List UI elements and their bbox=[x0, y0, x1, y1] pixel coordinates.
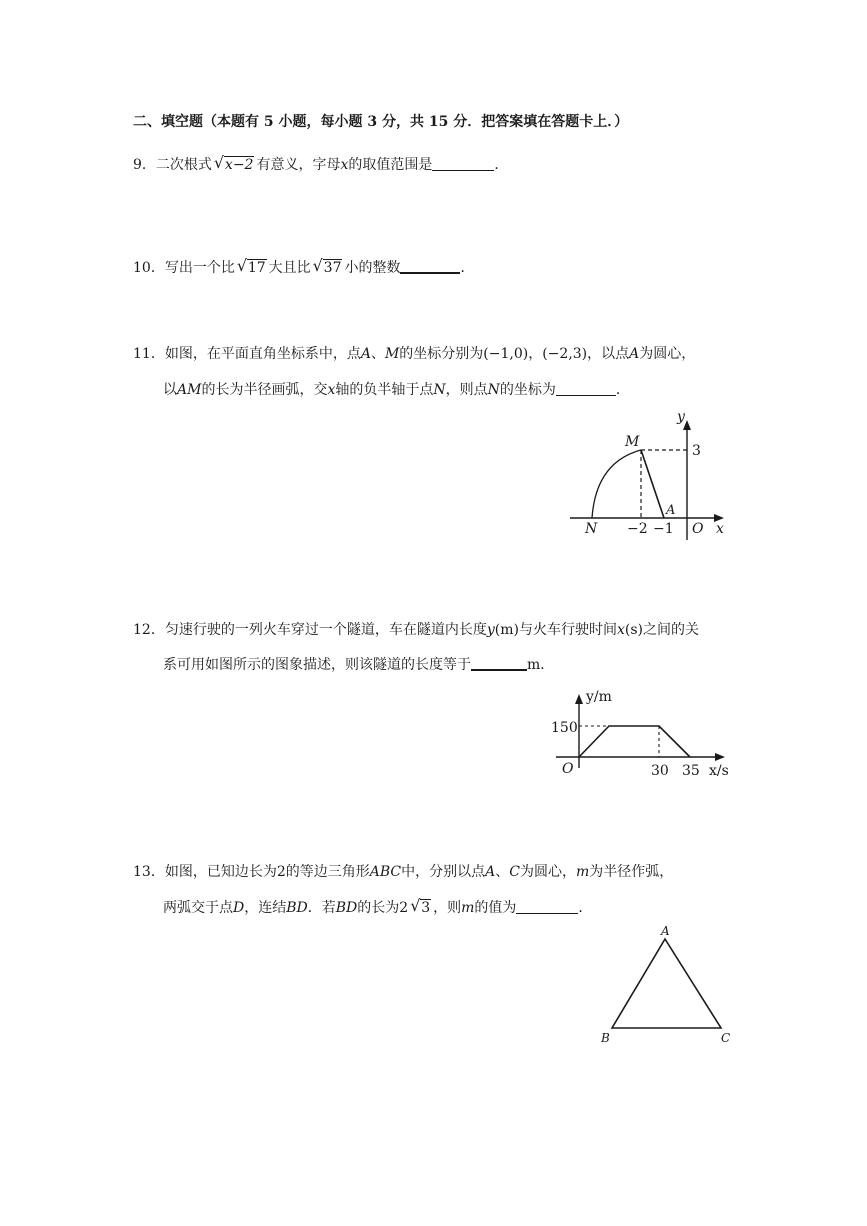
question-number: 13． bbox=[133, 864, 165, 880]
question-text: ，以点 bbox=[587, 346, 630, 362]
label-n: N bbox=[585, 521, 598, 537]
coordinate: (−2,3) bbox=[542, 346, 588, 362]
segment-label: AM bbox=[177, 382, 202, 398]
question-text: 与火车行驶时间 bbox=[518, 622, 617, 638]
period: ． bbox=[578, 900, 593, 916]
question-text: ，连结 bbox=[244, 900, 287, 916]
number: 2 bbox=[399, 900, 409, 916]
variable: x bbox=[340, 157, 349, 173]
question-text: 以 bbox=[163, 382, 177, 398]
period: ． bbox=[615, 382, 630, 398]
question-text: 的取值范围是 bbox=[348, 157, 433, 173]
triangle-abc bbox=[612, 939, 721, 1028]
question-text: 的值为 bbox=[474, 900, 517, 916]
radicand: 17 bbox=[247, 260, 266, 276]
point-label: A bbox=[360, 346, 371, 362]
period: ． bbox=[494, 157, 509, 173]
label-o: O bbox=[562, 761, 574, 777]
unit: (s) bbox=[624, 622, 643, 638]
radicand: x−2 bbox=[224, 157, 254, 173]
question-text: 写出一个比 bbox=[164, 260, 235, 276]
point-label: A bbox=[629, 346, 640, 362]
question-text: 的长为半径画弧，交 bbox=[201, 382, 328, 398]
segment-label: BD bbox=[335, 900, 358, 916]
coordinate: (−1,0) bbox=[483, 346, 529, 362]
punct: ， bbox=[528, 346, 543, 362]
question-text: ，则点 bbox=[445, 382, 488, 398]
question-text: 系可用如图所示的图象描述，则该隧道的长度等于 bbox=[163, 657, 471, 673]
label-a: A bbox=[666, 503, 676, 518]
segment-label: BD bbox=[286, 900, 308, 916]
point-label: C bbox=[509, 864, 520, 880]
unit: m． bbox=[527, 657, 555, 673]
question-text: 如图，已知边长为 bbox=[164, 864, 277, 880]
question-text: 大且比 bbox=[268, 260, 311, 276]
radical: √ 17 bbox=[236, 256, 266, 276]
question-text: 中，分别以点 bbox=[401, 864, 486, 880]
label-b: B bbox=[601, 1031, 610, 1045]
label-c: C bbox=[721, 1031, 731, 1045]
point-label: N bbox=[487, 382, 500, 398]
variable: m bbox=[575, 864, 590, 880]
tick-35: 35 bbox=[682, 763, 700, 779]
label-x: x bbox=[716, 521, 724, 537]
question-text: 有意义，字母 bbox=[256, 157, 341, 173]
question-text: 两弧交于点 bbox=[163, 900, 233, 916]
question-number: 11． bbox=[133, 346, 165, 362]
label-x: x/s bbox=[709, 763, 729, 779]
question-text: 的坐标分别为 bbox=[399, 346, 484, 362]
tick-30: 30 bbox=[651, 763, 669, 779]
question-number: 10． bbox=[133, 260, 165, 276]
tick-150: 150 bbox=[551, 720, 578, 736]
question-text: 二次根式 bbox=[155, 157, 212, 173]
question-text: ．若 bbox=[307, 900, 336, 916]
variable: y bbox=[486, 622, 495, 638]
point-label: A bbox=[485, 864, 496, 880]
punct: 、 bbox=[495, 864, 510, 880]
question-text: 小的整数 bbox=[344, 260, 401, 276]
radicand: 3 bbox=[421, 900, 431, 916]
unit: (m) bbox=[494, 622, 519, 638]
tick-minus2: −2 bbox=[627, 521, 648, 537]
triangle-label: ABC bbox=[369, 864, 402, 880]
question-text: 为半径作弧， bbox=[589, 864, 674, 880]
question-text: 的等边三角形 bbox=[285, 864, 370, 880]
question-number: 12． bbox=[133, 622, 165, 638]
label-o: O bbox=[692, 521, 704, 537]
point-label: N bbox=[433, 382, 446, 398]
tick-3: 3 bbox=[692, 443, 701, 459]
question-number: 9． bbox=[133, 157, 156, 173]
variable: m bbox=[461, 900, 475, 916]
tick-minus1: −1 bbox=[653, 521, 674, 537]
point-label: M bbox=[384, 346, 400, 362]
question-text: 的坐标为 bbox=[499, 382, 556, 398]
radicand: 37 bbox=[323, 260, 342, 276]
label-y: y/m bbox=[586, 689, 612, 705]
question-text: 匀速行驶的一列火车穿过一个隧道，车在隧道内长度 bbox=[164, 622, 487, 638]
variable: x bbox=[616, 622, 625, 638]
question-text: 如图，在平面直角坐标系中，点 bbox=[164, 346, 361, 362]
section-heading: 二、填空题（本题有 5 小题，每小题 3 分，共 15 分．把答案填在答题卡上．） bbox=[133, 114, 629, 130]
question-text: 为圆心， bbox=[519, 864, 576, 880]
question-text: ，则 bbox=[433, 900, 462, 916]
label-y: y bbox=[677, 409, 685, 425]
question-text: 之间的关 bbox=[642, 622, 699, 638]
variable: x bbox=[327, 382, 336, 398]
point-label: D bbox=[233, 900, 245, 916]
label-m: M bbox=[625, 434, 640, 450]
question-text: 轴的负半轴于点 bbox=[335, 382, 434, 398]
radical: √ 3 bbox=[410, 896, 431, 916]
number: 2 bbox=[276, 864, 286, 880]
radical: √ 37 bbox=[312, 256, 342, 276]
period: ． bbox=[460, 260, 475, 276]
radical: √ x−2 bbox=[213, 153, 254, 173]
punct: 、 bbox=[370, 346, 385, 362]
question-text: 的长为 bbox=[357, 900, 400, 916]
label-a: A bbox=[661, 924, 670, 938]
question-text: 为圆心， bbox=[639, 346, 696, 362]
